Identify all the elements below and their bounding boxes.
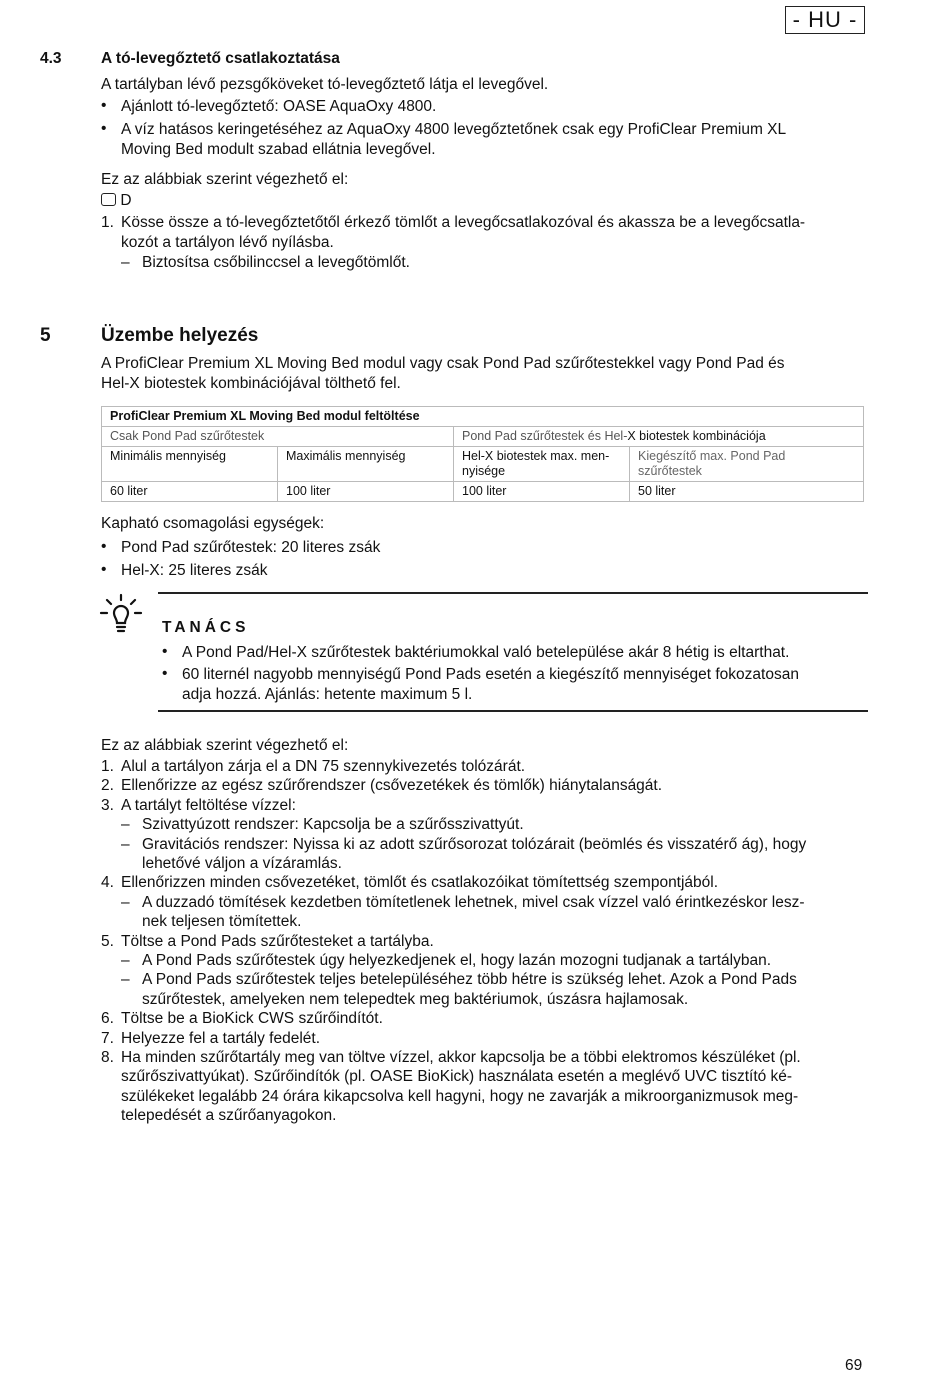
- table-group-header-part: Pond Pad szűrőtestek és Hel-: [462, 429, 628, 443]
- table-group-header-part: X biotestek kombinációja: [627, 429, 766, 443]
- step-text: Ha minden szűrőtartály meg van töltve vízzel, akkor kapcsolja be a többi elektromos készüléket (pl.: [121, 1049, 801, 1066]
- table-col-header-line: Kiegészítő max. Pond Pad: [638, 449, 786, 463]
- table-col-header: [454, 447, 630, 482]
- table-col-header: Maximális mennyiség: [278, 447, 454, 482]
- table-col-header-line: Hel-X biotestek max. men-: [462, 449, 610, 463]
- checkbox-icon: [101, 193, 116, 206]
- tip-top-rule: [158, 592, 868, 594]
- bullet-dot: •: [162, 643, 168, 660]
- sub-step-dash: –: [121, 894, 130, 911]
- sub-step-dash: –: [121, 254, 130, 271]
- step-text: Kösse össze a tó-levegőztetőtől érkező tömlőt a levegőcsatlakozóval és akassza be a levegőcsatla-: [121, 214, 806, 231]
- section-title: A tó-levegőztető csatlakoztatása: [101, 50, 340, 67]
- table-cell: 50 liter: [630, 482, 864, 502]
- bullet-item: Hel-X: 25 literes zsák: [121, 562, 268, 579]
- section-intro: A ProfiClear Premium XL Moving Bed modul vagy csak Pond Pad szűrőtestekkel vagy Pond Pad és: [101, 355, 785, 372]
- page-number: 69: [845, 1357, 863, 1374]
- section-number: 4.3: [40, 50, 62, 67]
- step-text: Ellenőrizze az egész szűrőrendszer (csővezetékek és tömlők) hiánytalanságát.: [121, 777, 663, 794]
- table-cell: 60 liter: [102, 482, 278, 502]
- sub-step-text: A duzzadó tömítések kezdetben tömítetlenek lehetnek, mivel csak vízzel való érintkezéskor lesz-: [142, 894, 805, 911]
- step-number: 1.: [101, 214, 114, 231]
- fill-table: [101, 406, 864, 502]
- step-text: Helyezze fel a tartály fedelét.: [121, 1030, 321, 1047]
- tip-item-cont: adja hozzá. Ajánlás: hetente maximum 5 l.: [182, 686, 473, 703]
- table-col-header-line: szűrőtestek: [638, 464, 702, 478]
- table-cell: 100 liter: [454, 482, 630, 502]
- tip-item: A Pond Pad/Hel-X szűrőtestek baktériumokkal való betelepülése akár 8 hétig is eltarthat.: [182, 644, 790, 661]
- sub-step-dash: –: [121, 952, 130, 969]
- step-text: A tartályt feltöltése vízzel:: [121, 797, 296, 814]
- step-number: 8.: [101, 1049, 114, 1066]
- sub-step-text: Gravitációs rendszer: Nyissa ki az adott szűrősorozat tolózárait (beömlés és visszatérő ág), hogy: [142, 836, 807, 853]
- bullet-dot: •: [162, 665, 168, 682]
- instruction-lead: Ez az alábbiak szerint végezhető el:: [101, 171, 349, 188]
- tip-item: 60 liternél nagyobb mennyiségű Pond Pads esetén a kiegészítő mennyiséget fokozatosan: [182, 666, 799, 683]
- lightbulb-icon: [98, 591, 144, 637]
- step-number: 4.: [101, 874, 114, 891]
- step-text: Töltse be a BioKick CWS szűrőindítót.: [121, 1010, 383, 1027]
- bullet-dot: •: [101, 120, 107, 137]
- step-text-cont: lehetővé váljon a vízáramlás.: [142, 855, 342, 872]
- sub-step-text: Szivattyúzott rendszer: Kapcsolja be a szűrősszivattyút.: [142, 816, 524, 833]
- figure-reference: [101, 191, 132, 211]
- language-badge: - HU -: [785, 6, 865, 34]
- packaging-title: Kapható csomagolási egységek:: [101, 515, 325, 532]
- step-text-cont: szűrőszivattyúkat). Szűrőindítók (pl. OASE BioKick) használata esetén a meglévő UVC tisztító ké-: [121, 1068, 793, 1085]
- step-text-cont: szűrőtestek, amelyeken nem telepedtek meg baktériumok, úszásra hajlamosak.: [142, 991, 689, 1008]
- bullet-dot: •: [101, 561, 107, 578]
- step-text: Ellenőrizzen minden csővezetéket, tömlőt és csatlakozóikat tömítettség szempontjából.: [121, 874, 719, 891]
- sub-step-text: A Pond Pads szűrőtestek úgy helyezkedjenek el, hogy lazán mozogni tudjanak a tartályban.: [142, 952, 772, 969]
- table-col-header: Minimális mennyiség: [102, 447, 278, 482]
- bullet-item: Pond Pad szűrőtestek: 20 literes zsák: [121, 539, 381, 556]
- tip-bottom-rule: [158, 710, 868, 712]
- bullet-dot: •: [101, 538, 107, 555]
- sub-step-text: A Pond Pads szűrőtestek teljes betelepüléséhez több hétre is szükség lehet. Azok a Pond Pads: [142, 971, 797, 988]
- figure-letter: D: [120, 192, 132, 209]
- step-number: 5.: [101, 933, 114, 950]
- section-title: Üzembe helyezés: [101, 325, 259, 346]
- step-text-cont: kozót a tartályon lévő nyílásba.: [121, 234, 334, 251]
- table-cell: 100 liter: [278, 482, 454, 502]
- sub-step-text: Biztosítsa csőbilinccsel a levegőtömlőt.: [142, 254, 410, 271]
- bullet-item-cont: Moving Bed modult szabad ellátnia levegővel.: [121, 141, 436, 158]
- table-title: ProfiClear Premium XL Moving Bed modul feltöltése: [102, 407, 864, 427]
- sub-step-dash: –: [121, 971, 130, 988]
- sub-step-dash: –: [121, 816, 130, 833]
- sub-step-dash: –: [121, 836, 130, 853]
- table-col-header: [630, 447, 864, 482]
- bullet-item: A víz hatásos keringetéséhez az AquaOxy 4800 levegőztetőnek csak egy ProfiClear Premium XL: [121, 121, 787, 138]
- tip-title: TANÁCS: [162, 619, 250, 636]
- step-text-cont: telepedését a szűrőanyagokon.: [121, 1107, 337, 1124]
- section-intro-cont: Hel-X biotestek kombinációjával tölthető fel.: [101, 375, 401, 392]
- step-number: 1.: [101, 758, 114, 775]
- step-number: 7.: [101, 1030, 114, 1047]
- step-number: 2.: [101, 777, 114, 794]
- table-col-header-line: nyisége: [462, 464, 506, 478]
- step-text: Alul a tartályon zárja el a DN 75 szennykivezetés tolózárát.: [121, 758, 526, 775]
- step-number: 3.: [101, 797, 114, 814]
- step-text: Töltse a Pond Pads szűrőtesteket a tartályba.: [121, 933, 434, 950]
- table-group-header: Csak Pond Pad szűrőtestek: [102, 427, 454, 447]
- bullet-item: Ajánlott tó-levegőztető: OASE AquaOxy 4800.: [121, 98, 437, 115]
- step-text-cont: szülékeket legalább 24 órára kikapcsolva kell hagyni, hogy ne zavarják a mikroorganizmusok meg-: [121, 1088, 799, 1105]
- instruction-lead: Ez az alábbiak szerint végezhető el:: [101, 737, 349, 754]
- step-text-cont: nek teljesen tömítettek.: [142, 913, 302, 930]
- table-group-header: [454, 427, 864, 447]
- section-intro: A tartályban lévő pezsgőköveket tó-levegőztető látja el levegővel.: [101, 76, 549, 93]
- bullet-dot: •: [101, 97, 107, 114]
- step-number: 6.: [101, 1010, 114, 1027]
- section-number: 5: [40, 325, 51, 346]
